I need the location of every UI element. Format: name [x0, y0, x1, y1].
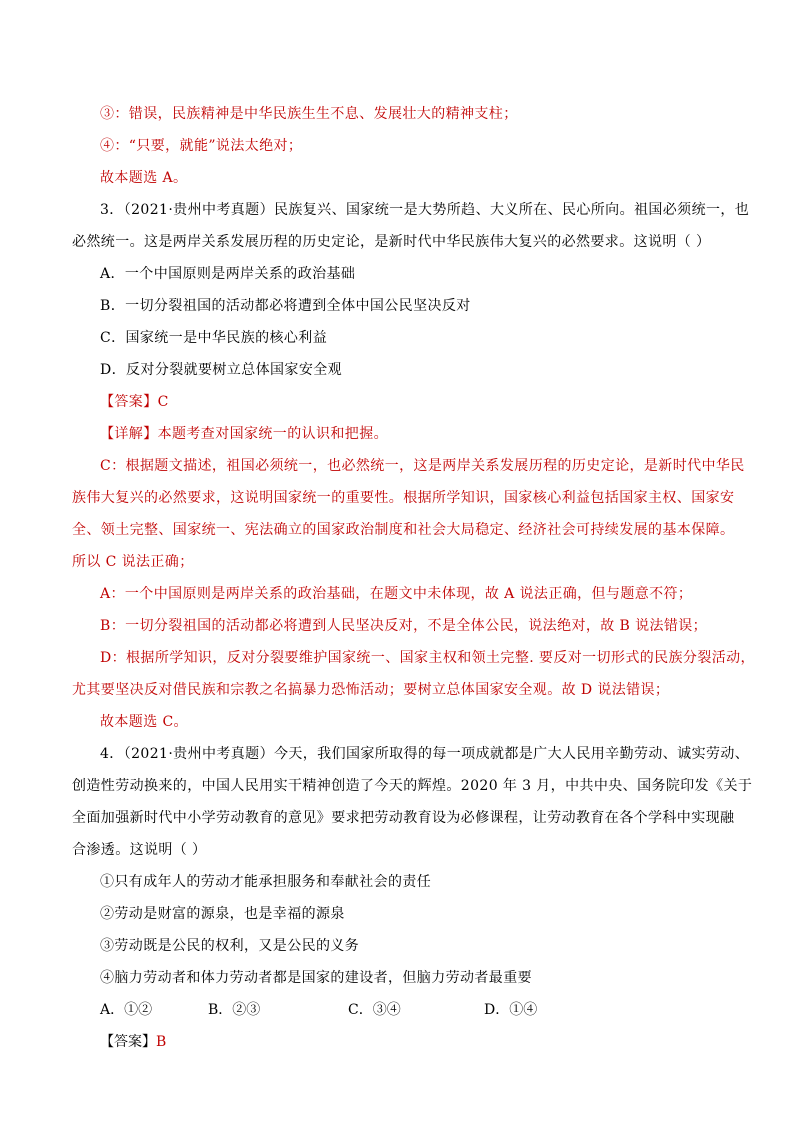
text-line: B．一切分裂祖国的活动都必将遭到全体中国公民坚决反对 [100, 298, 471, 314]
text-line: 尤其要坚决反对借民族和宗教之名搞暴力恐怖活动；要树立总体国家安全观。故 D 说法错误； [72, 682, 670, 698]
text-line: 【答案】C [100, 394, 169, 410]
answer-label: 【答案】 [100, 1034, 156, 1050]
text-line: 故本题选 C。 [100, 714, 188, 730]
text-line: 全、领土完整、国家统一、宪法确立的国家政治制度和社会大局稳定、经济社会可持续发展的基本保障。 [72, 522, 735, 538]
text-line: ①只有成年人的劳动才能承担服务和奉献社会的责任 [100, 874, 432, 890]
text-line: B：一切分裂祖国的活动都必将遭到人民坚决反对，不是全体公民，说法绝对，故 B 说法错误； [100, 618, 708, 634]
text-line: 所以 C 说法正确； [72, 554, 194, 570]
text-line: 必然统一。这是两岸关系发展历程的历史定论，是新时代中华民族伟大复兴的必然要求。这说明（ ） [72, 234, 711, 250]
text-line: ③劳动既是公民的权利，又是公民的义务 [100, 938, 360, 954]
text-line: 3．（2021·贵州中考真题）民族复兴、国家统一是大势所趋、大义所在、民心所向。祖国必须统一，也 [100, 202, 750, 218]
text-line: 4．（2021·贵州中考真题）今天，我们国家所取得的每一项成就都是广大人民用辛勤劳动、诚实劳动、 [100, 746, 750, 762]
text-line: C：根据题文描述，祖国必须统一，也必然统一，这是两岸关系发展历程的历史定论，是新时代中华民 [100, 458, 745, 474]
text-line: 族伟大复兴的必然要求，这说明国家统一的重要性。根据所学知识，国家核心利益包括国家主权、国家安 [72, 490, 735, 506]
text-line: ③：错误，民族精神是中华民族生生不息、发展壮大的精神支柱； [100, 106, 518, 122]
text-line: ②劳动是财富的源泉，也是幸福的源泉 [100, 906, 345, 922]
text-line: 全面加强新时代中小学劳动教育的意见》要求把劳动教育设为必修课程，让劳动教育在各个学科中实现融 [72, 810, 735, 826]
answer-value: B [156, 1034, 167, 1050]
text-line: ④脑力劳动者和体力劳动者都是国家的建设者，但脑力劳动者最重要 [100, 970, 532, 986]
text-line: ④：“只要，就能”说法太绝对； [100, 138, 303, 154]
answer-option: B．②③ [208, 1002, 261, 1018]
text-line: A．一个中国原则是两岸关系的政治基础 [100, 266, 356, 282]
answer-option: D．①④ [484, 1002, 538, 1018]
answer-option: A．①② [100, 1002, 153, 1018]
text-line: 创造性劳动换来的，中国人民用实干精神创造了今天的辉煌。2020 年 3 月，中共中央、国务院印发《关于 [72, 778, 753, 794]
text-line: 【详解】本题考查对国家统一的认识和把握。 [100, 426, 388, 442]
text-line: 合渗透。这说明（ ） [72, 842, 207, 858]
text-line: A：一个中国原则是两岸关系的政治基础，在题文中未体现，故 A 说法正确，但与题意不符； [100, 586, 693, 602]
text-line: 故本题选 A。 [100, 170, 188, 186]
text-line: D：根据所学知识，反对分裂要维护国家统一、国家主权和领土完整. 要反对一切形式的民族分裂活动， [100, 650, 755, 666]
final-answer [100, 1032, 166, 1052]
text-line: D．反对分裂就要树立总体国家安全观 [100, 362, 343, 378]
answer-option: C．③④ [348, 1002, 401, 1018]
text-line: C．国家统一是中华民族的核心利益 [100, 330, 328, 346]
